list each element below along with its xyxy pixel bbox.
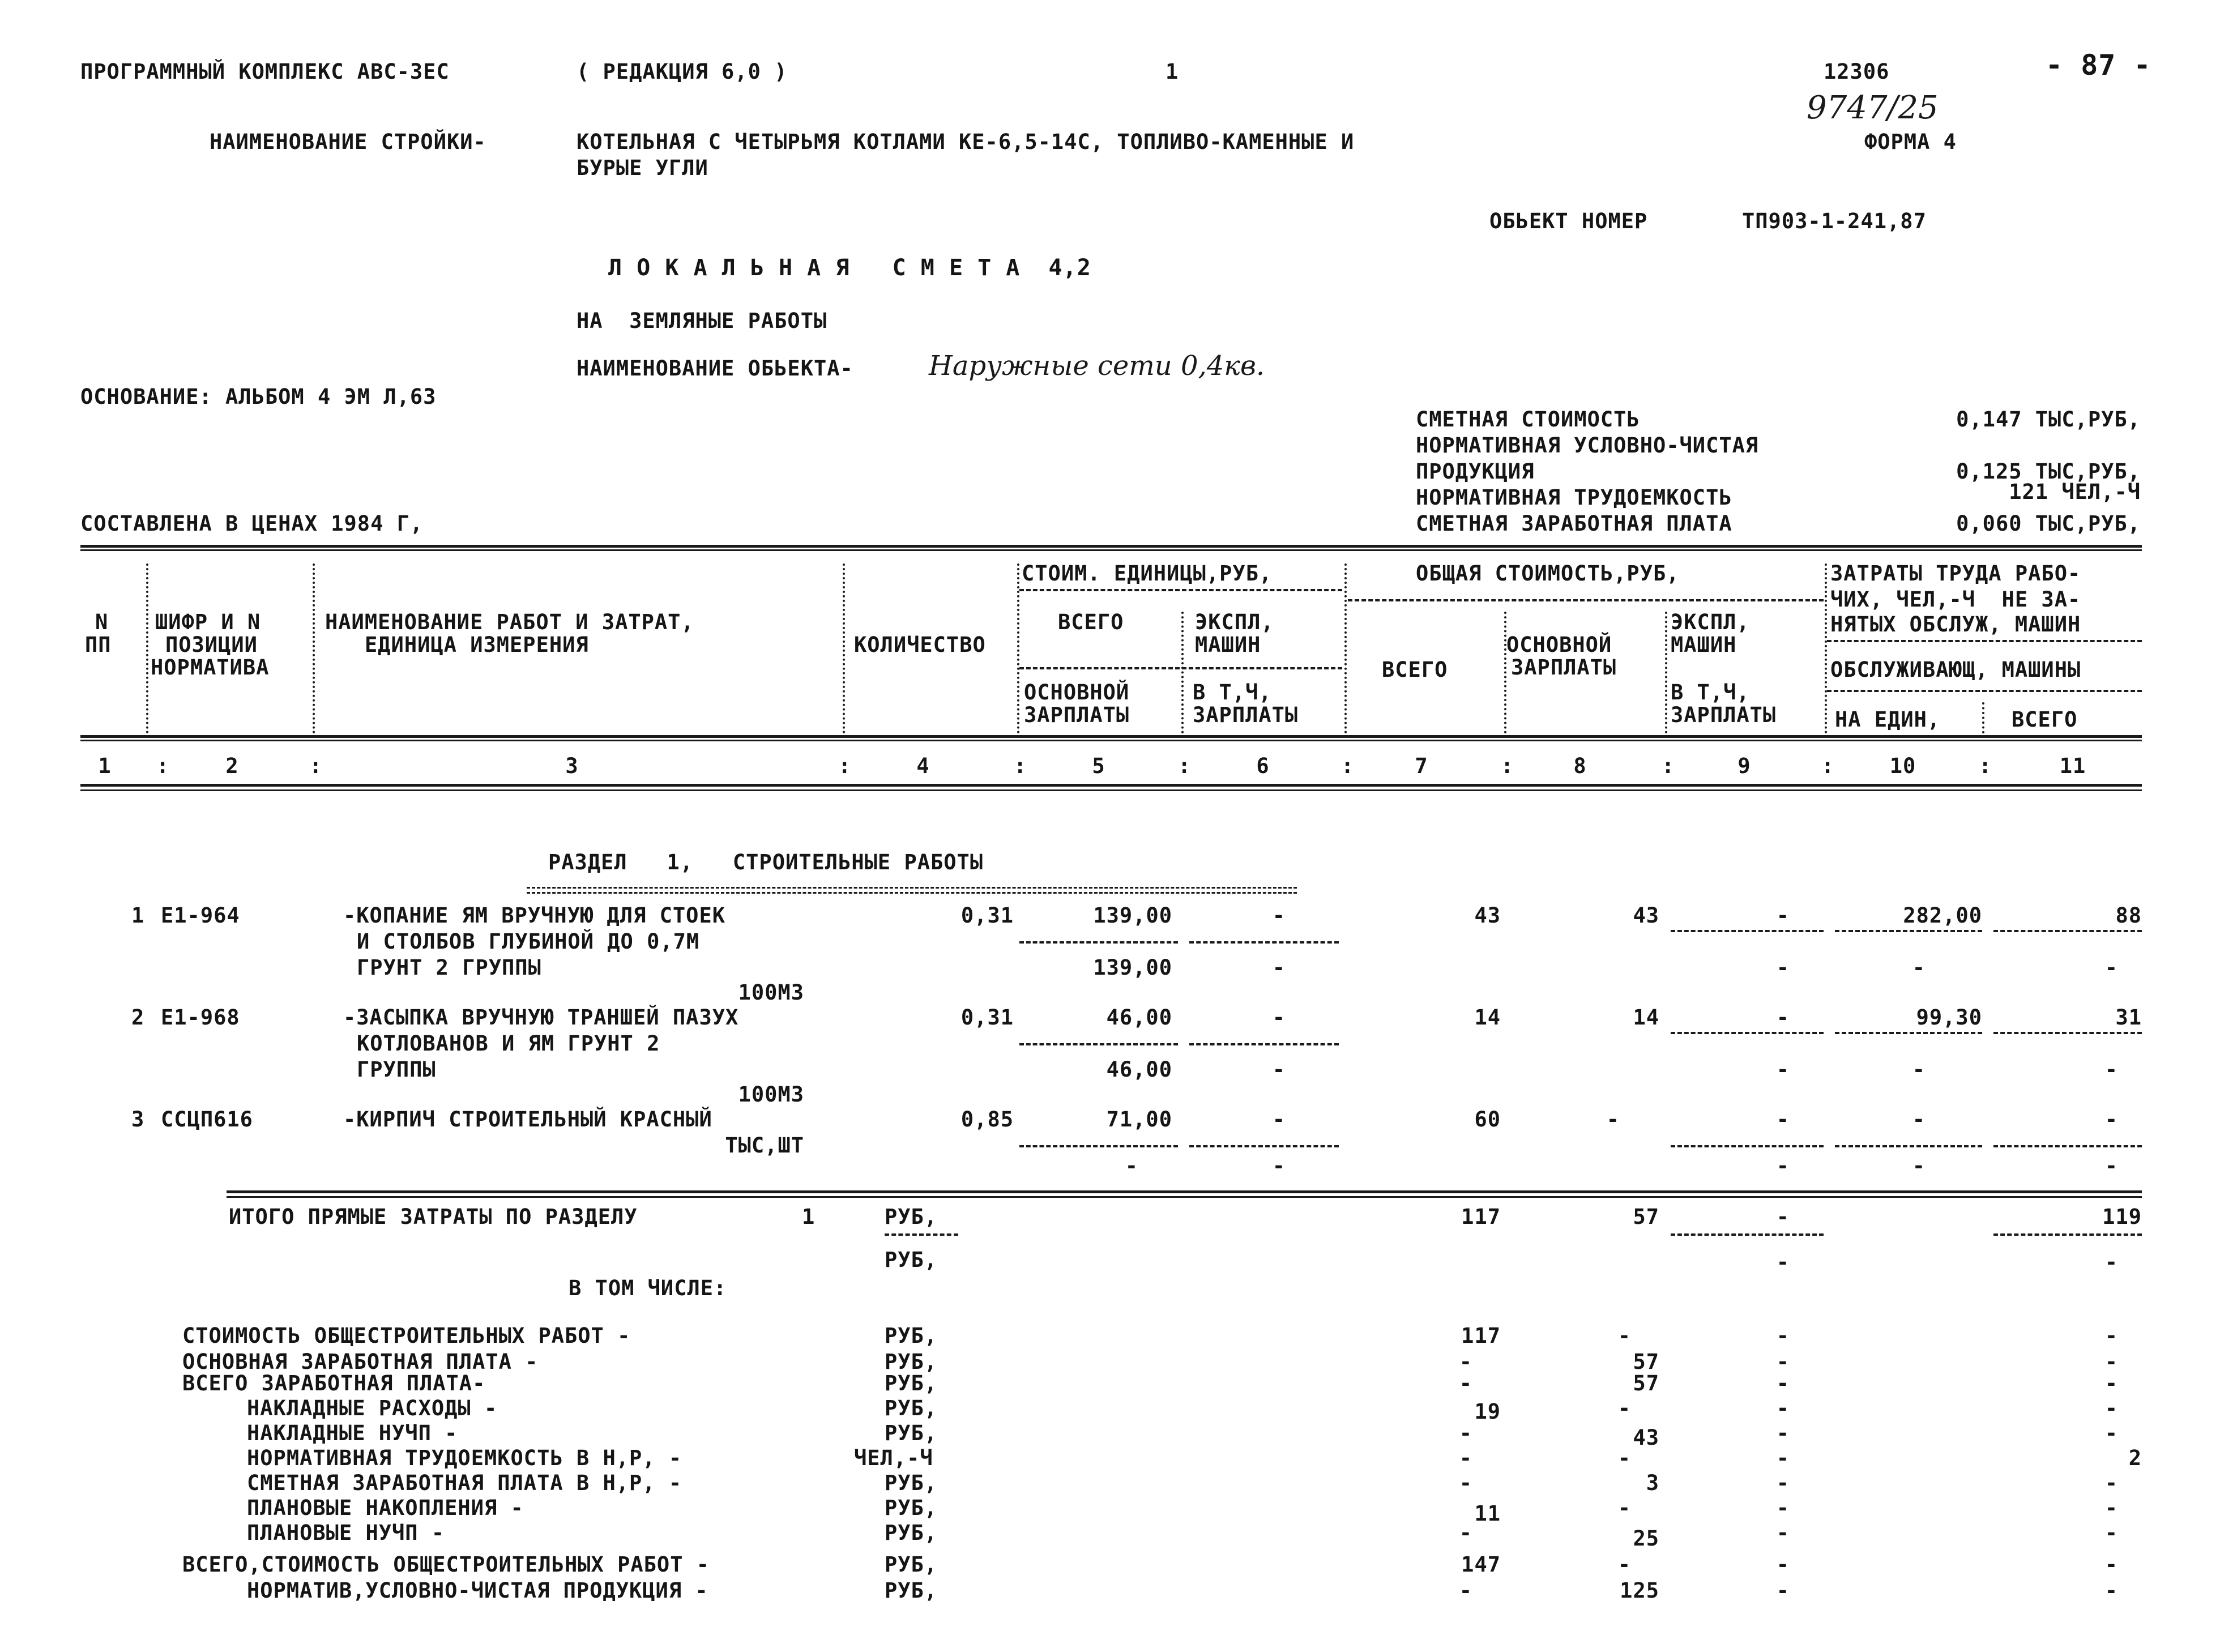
breakdown-label: ПЛАНОВЫЕ НУЧП - [247,1521,445,1545]
totals-label: ИТОГО ПРЯМЫЕ ЗАТРАТЫ ПО РАЗДЕЛУ [229,1205,638,1229]
row-c9b: - [1776,1154,1790,1178]
row-c8: 14 [1633,1005,1659,1030]
breakdown-unit: РУБ, [885,1552,938,1577]
row-c7: 43 [1474,903,1501,928]
row-c5: 139,00 [1093,903,1172,928]
col9-top-line2: МАШИН [1671,633,1737,657]
breakdown-unit: РУБ, [885,1371,938,1395]
row-c11: - [2104,1107,2118,1132]
col-name-line1: НАИМЕНОВАНИЕ РАБОТ И ЗАТРАТ, [325,610,694,634]
row-name: -КИРПИЧ СТРОИТЕЛЬНЫЙ КРАСНЫЙ [343,1107,712,1132]
col11: ВСЕГО [2012,707,2078,732]
col-labor-line1: ЗАТРАТЫ ТРУДА РАБО- [1830,561,2081,586]
col-labor-sub: ОБСЛУЖИВАЮЩ, МАШИНЫ [1830,658,2081,682]
breakdown-unit: РУБ, [885,1350,938,1374]
summary-label: ПРОДУКЦИЯ [1416,459,1535,484]
col-number: 5 [1092,754,1105,778]
row-c11b: - [2104,1154,2118,1178]
breakdown-label: ВСЕГО ЗАРАБОТНАЯ ПЛАТА- [182,1371,486,1395]
breakdown-c11: - [2104,1578,2118,1603]
row-c5b: - [1125,1154,1138,1178]
col6-bottom-line1: В Т,Ч, [1193,680,1272,705]
row-c9: - [1776,1107,1790,1132]
row-c5: 71,00 [1106,1107,1172,1132]
row-c5: 46,00 [1106,1005,1172,1030]
row-c7: 14 [1474,1005,1501,1030]
row-c6: - [1272,903,1286,928]
row-c6: - [1272,1005,1286,1030]
row-c10: 282,00 [1903,903,1982,928]
col-code-line2: ПОЗИЦИИ [165,633,258,657]
breakdown-c8: - [1617,1552,1631,1577]
breakdown-c11: - [2104,1324,2118,1348]
breakdown-label: ВСЕГО,СТОИМОСТЬ ОБЩЕСТРОИТЕЛЬНЫХ РАБОТ - [182,1552,710,1577]
breakdown-c11: - [2104,1421,2118,1445]
row-qty: 0,31 [960,1005,1014,1030]
col-number: 6 [1256,754,1270,778]
col9-bottom-line2: ЗАРПЛАТЫ [1671,703,1777,727]
col9-top-line1: ЭКСПЛ, [1671,610,1750,634]
row-c11b: - [2104,1057,2118,1082]
breakdown-c7: - [1459,1350,1472,1374]
breakdown-c7: 117 [1461,1324,1501,1348]
breakdown-c8: 57 [1633,1371,1659,1395]
breakdown-c7: - [1459,1371,1472,1395]
document-subtitle: НА ЗЕМЛЯНЫЕ РАБОТЫ [577,309,827,333]
col5-bottom-line1: ОСНОВНОЙ [1024,680,1130,705]
summary-label: СМЕТНАЯ ЗАРАБОТНАЯ ПЛАТА [1416,511,1732,536]
col-labor-line3: НЯТЫХ ОБСЛУЖ, МАШИН [1830,612,2081,637]
breakdown-c9: - [1776,1371,1790,1395]
breakdown-unit: РУБ, [885,1396,938,1420]
breakdown-c9: - [1776,1521,1790,1545]
row-unit: ТЫС,ШТ [725,1133,804,1158]
breakdown-unit: РУБ, [885,1421,938,1445]
breakdown-label: СТОИМОСТЬ ОБЩЕСТРОИТЕЛЬНЫХ РАБОТ - [182,1324,631,1348]
row-code: Е1-968 [161,1005,240,1030]
breakdown-c11: - [2104,1471,2118,1495]
breakdown-c9: - [1776,1471,1790,1495]
row-code: Е1-964 [161,903,240,928]
breakdown-c8: 3 [1646,1471,1659,1495]
breakdown-c8: 57 [1633,1350,1659,1374]
col5-bottom-line2: ЗАРПЛАТЫ [1024,703,1130,727]
row-number: 1 [131,903,145,928]
document-code: 12306 [1824,59,1890,84]
row-code: ССЦП616 [161,1107,253,1132]
breakdown-c7: - [1459,1578,1472,1603]
summary-label: НОРМАТИВНАЯ УСЛОВНО-ЧИСТАЯ [1416,433,1759,458]
row-c6b: - [1272,955,1286,980]
breakdown-c7: - [1459,1471,1472,1495]
row-c11b: - [2104,955,2118,980]
row-c11: 88 [2115,903,2142,928]
col-qty: КОЛИЧЕСТВО [854,633,986,657]
breakdown-c9: - [1776,1396,1790,1420]
summary-value: 0,060 ТЫС,РУБ, [1956,511,2141,536]
col7: ВСЕГО [1382,658,1448,682]
col-number: 11 [2059,754,2086,778]
row-number: 2 [131,1005,145,1030]
breakdown-c9: - [1776,1496,1790,1520]
summary-value: 0,147 ТЫС,РУБ, [1956,407,2141,432]
construction-line1: КОТЕЛЬНАЯ С ЧЕТЫРЬМЯ КОТЛАМИ КЕ-6,5-14С, ТОПЛИВО-КАМЕННЫЕ И [577,130,1355,154]
col-number: 3 [565,754,579,778]
form-label: ФОРМА 4 [1864,130,1957,154]
breakdown-unit: РУБ, [885,1496,938,1520]
row-c6: - [1272,1107,1286,1132]
breakdown-c11: - [2104,1350,2118,1374]
row-name: -ЗАСЫПКА ВРУЧНУЮ ТРАНШЕЙ ПАЗУХ [343,1005,739,1030]
row-name: И СТОЛБОВ ГЛУБИНОЙ ДО 0,7М [357,929,700,954]
col-unit-cost: СТОИМ. ЕДИНИЦЫ,РУБ, [1022,561,1273,586]
col-number: 10 [1889,754,1916,778]
breakdown-c11: 2 [2128,1446,2142,1470]
breakdown-label: СМЕТНАЯ ЗАРАБОТНАЯ ПЛАТА В Н,Р, - [247,1471,682,1495]
breakdown-label: НОРМАТИВ,УСЛОВНО-ЧИСТАЯ ПРОДУКЦИЯ - [247,1578,708,1603]
handwritten-code: 9747/25 [1807,89,1939,126]
breakdown-c8: - [1617,1496,1631,1520]
breakdown-unit: РУБ, [885,1578,938,1603]
breakdown-c8: 125 [1620,1578,1659,1603]
row-c10: - [1912,1107,1926,1132]
edition: ( РЕДАКЦИЯ 6,0 ) [577,59,788,84]
basis-reference: ОСНОВАНИЕ: АЛЬБОМ 4 ЭМ Л,63 [80,385,437,409]
summary-label: СМЕТНАЯ СТОИМОСТЬ [1416,407,1640,432]
row-c10b: - [1912,1057,1926,1082]
row-name: ГРУНТ 2 ГРУППЫ [357,955,541,980]
totals-c8: 57 [1633,1205,1659,1229]
breakdown-label: НОРМАТИВНАЯ ТРУДОЕМКОСТЬ В Н,Р, - [247,1446,682,1470]
col-n-line1: N [95,610,109,634]
breakdown-c7: 147 [1461,1552,1501,1577]
col-name-line2: ЕДИНИЦА ИЗМЕРЕНИЯ [365,633,589,657]
col6-bottom-line2: ЗАРПЛАТЫ [1193,703,1299,727]
col-number: 9 [1737,754,1751,778]
breakdown-c9: - [1776,1578,1790,1603]
object-number: ТП903-1-241,87 [1742,209,1927,233]
program-name: ПРОГРАММНЫЙ КОМПЛЕКС АВС-ЗЕС [80,59,450,84]
breakdown-c11: - [2104,1552,2118,1577]
row-c9: - [1776,1005,1790,1030]
totals-unit2: РУБ, [885,1248,938,1272]
breakdown-unit: ЧЕЛ,-Ч [854,1446,933,1470]
totals-c11: 119 [2102,1205,2142,1229]
col8-line1: ОСНОВНОЙ [1506,633,1612,657]
col-number: 4 [916,754,930,778]
breakdown-c7: 19 [1474,1399,1501,1424]
object-label: ОБЬЕКТ НОМЕР [1489,209,1648,233]
breakdown-unit: РУБ, [885,1471,938,1495]
breakdown-c8: - [1617,1396,1631,1420]
col8-line2: ЗАРПЛАТЫ [1511,655,1617,680]
breakdown-c9: - [1776,1446,1790,1470]
row-c9: - [1776,903,1790,928]
price-year: СОСТАВЛЕНА В ЦЕНАХ 1984 Г, [80,511,424,536]
sheet-number: 1 [1166,59,1179,84]
row-c5b: 46,00 [1106,1057,1172,1082]
breakdown-c7: - [1459,1421,1472,1445]
breakdown-c7: - [1459,1521,1472,1545]
col9-bottom-line1: В Т,Ч, [1671,680,1750,705]
breakdown-unit: РУБ, [885,1521,938,1545]
row-c9b: - [1776,955,1790,980]
row-c6b: - [1272,1154,1286,1178]
col6-top-line2: МАШИН [1195,633,1261,657]
summary-value: 0,125 ТЫС,РУБ, [1956,459,2141,484]
section-title: РАЗДЕЛ 1, СТРОИТЕЛЬНЫЕ РАБОТЫ [548,850,984,874]
row-c6b: - [1272,1057,1286,1082]
row-c11: 31 [2115,1005,2142,1030]
row-number: 3 [131,1107,145,1132]
section-underline [527,887,1297,894]
col6-top-line1: ЭКСПЛ, [1195,610,1274,634]
breakdown-c8: 43 [1633,1425,1659,1450]
col-code-line1: ШИФР И N [155,610,261,634]
totals-c7: 117 [1461,1205,1501,1229]
breakdown-c9: - [1776,1421,1790,1445]
col-labor-line2: ЧИХ, ЧЕЛ,-Ч НЕ ЗА- [1830,587,2081,612]
row-name: -КОПАНИЕ ЯМ ВРУЧНУЮ ДЛЯ СТОЕК [343,903,726,928]
breakdown-c8: - [1617,1446,1631,1470]
breakdown-c8: 25 [1633,1526,1659,1551]
summary-value: 121 ЧЕЛ,-Ч [2009,480,2141,504]
summary-label: НОРМАТИВНАЯ ТРУДОЕМКОСТЬ [1416,485,1732,510]
page-number: - 87 - [2046,49,2151,82]
breakdown-label: НАКЛАДНЫЕ РАСХОДЫ - [247,1396,498,1420]
construction-line2: БУРЫЕ УГЛИ [577,156,708,180]
totals-c9b: - [1776,1250,1790,1274]
row-c10: 99,30 [1916,1005,1982,1030]
col-total-cost: ОБЩАЯ СТОИМОСТЬ,РУБ, [1416,561,1680,586]
totals-unit: РУБ, [885,1205,938,1229]
breakdown-c9: - [1776,1350,1790,1374]
row-unit: 100М3 [738,1082,804,1107]
document-title: Л О К А Л Ь Н А Я С М Е Т А 4,2 [608,255,1091,281]
breakdown-c11: - [2104,1496,2118,1520]
object-name-label: НАИМЕНОВАНИЕ ОБЬЕКТА- [577,356,853,381]
row-name: ГРУППЫ [357,1057,436,1082]
breakdown-c8: - [1617,1324,1631,1348]
breakdown-label: ПЛАНОВЫЕ НАКОПЛЕНИЯ - [247,1496,524,1520]
object-name-handwritten: Наружные сети 0,4кв. [929,350,1265,382]
row-c10b: - [1912,1154,1926,1178]
col-number: 8 [1573,754,1587,778]
row-c7: 60 [1474,1107,1501,1132]
including-label: В ТОМ ЧИСЛЕ: [569,1276,727,1300]
row-c8: 43 [1633,903,1659,928]
row-c5b: 139,00 [1093,955,1172,980]
breakdown-unit: РУБ, [885,1324,938,1348]
row-name: КОТЛОВАНОВ И ЯМ ГРУНТ 2 [357,1031,660,1056]
totals-section-number: 1 [802,1205,816,1229]
row-c8: - [1606,1107,1620,1132]
row-c9b: - [1776,1057,1790,1082]
col-number: 7 [1415,754,1428,778]
col-n-line2: ПП [85,633,112,657]
totals-c11b: - [2104,1250,2118,1274]
col-number: 2 [225,754,239,778]
breakdown-label: НАКЛАДНЫЕ НУЧП - [247,1421,458,1445]
col10: НА ЕДИН, [1835,707,1941,732]
row-c10b: - [1912,955,1926,980]
breakdown-c9: - [1776,1552,1790,1577]
row-unit: 100М3 [738,980,804,1005]
row-qty: 0,85 [960,1107,1014,1132]
breakdown-c9: - [1776,1324,1790,1348]
col-number: 1 [98,754,112,778]
breakdown-c7: - [1459,1446,1472,1470]
col-code-line3: НОРМАТИВА [151,655,270,680]
breakdown-c7: 11 [1474,1501,1501,1526]
breakdown-label: ОСНОВНАЯ ЗАРАБОТНАЯ ПЛАТА - [182,1350,539,1374]
breakdown-c11: - [2104,1521,2118,1545]
breakdown-c11: - [2104,1371,2118,1395]
totals-c9: - [1776,1205,1790,1229]
col5-top: ВСЕГО [1058,610,1124,634]
breakdown-c11: - [2104,1396,2118,1420]
row-qty: 0,31 [960,903,1014,928]
construction-label: НАИМЕНОВАНИЕ СТРОЙКИ- [210,130,486,154]
